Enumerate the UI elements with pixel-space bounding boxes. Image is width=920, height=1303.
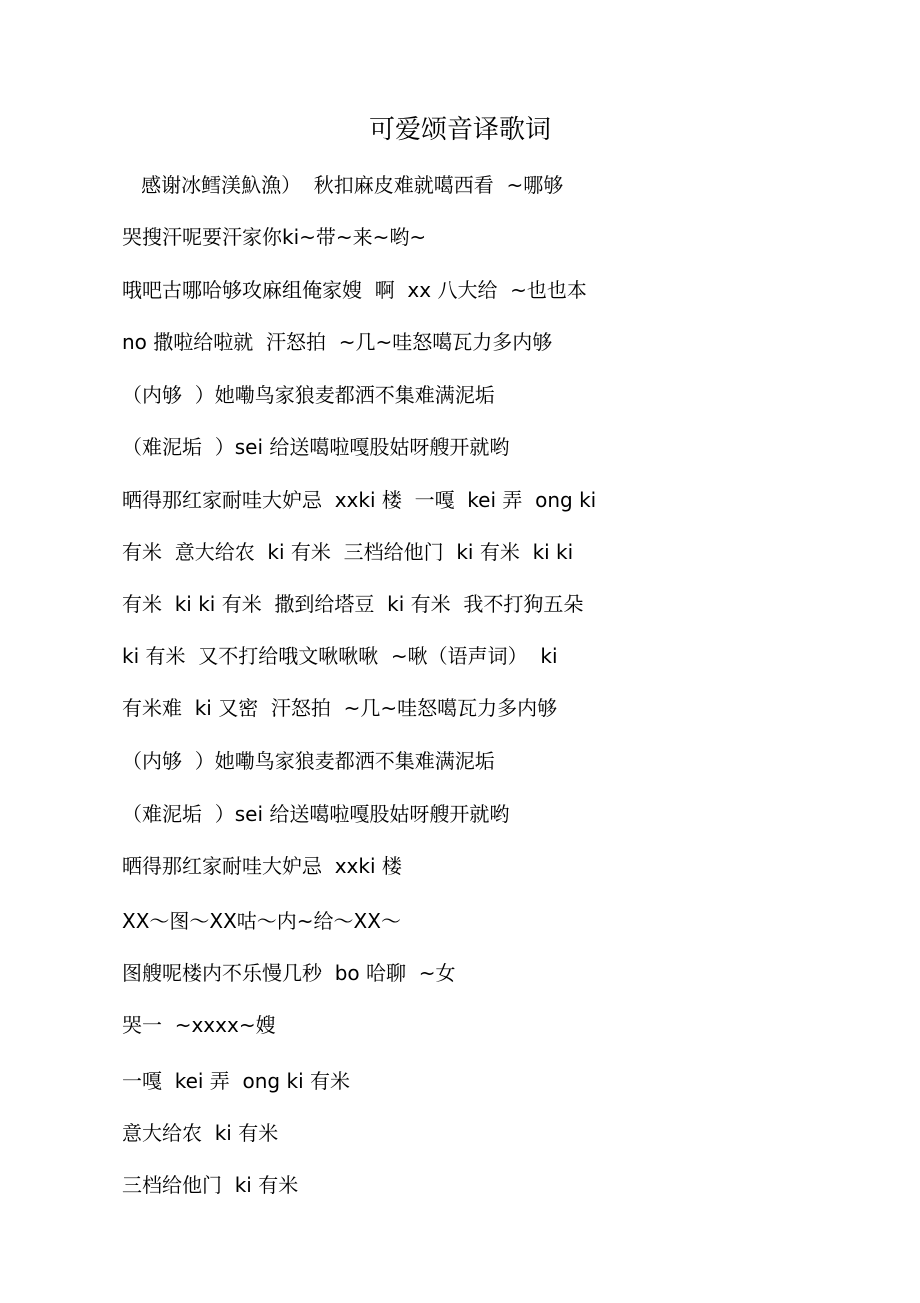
lyric-line: 有米 意大给农 ki 有米 三档给他门 ki 有米 ki ki: [122, 540, 574, 564]
lyric-line: 哭搜汗呢要汗家你ki~带~来~哟~: [122, 225, 427, 249]
lyric-line: 有米 ki ki 有米 撒到给塔豆 ki 有米 我不打狗五朵: [122, 592, 584, 616]
document-title: 可爱颂音译歌词: [368, 115, 551, 145]
lyric-line: 有米难 ki 又密 汗怒拍 ~几~哇怒噶瓦力多内够: [122, 696, 558, 720]
lyric-line: （难泥垢 ）sei 给送噶啦嘎股姑呀艘开就哟: [122, 435, 510, 459]
lyric-line: （内够 ）她嘞鸟家狼麦都洒不集难满泥垢: [122, 383, 495, 407]
lyric-line: XX～图～XX咕～内~给～XX～: [122, 909, 401, 933]
lyric-line: 哦吧古哪哈够攻麻组俺家嫂 啊 xx 八大给 ~也也本: [122, 278, 587, 302]
lyric-line: ki 有米 又不打给哦文啾啾啾 ~啾（语声词） ki: [122, 644, 558, 668]
lyric-line: 一嘎 kei 弄 ong ki 有米: [122, 1069, 350, 1093]
lyric-line: 三档给他门 ki 有米: [122, 1173, 299, 1197]
lyric-line: no 撒啦给啦就 汗怒拍 ~几~哇怒噶瓦力多内够: [122, 330, 553, 354]
lyric-line: （内够 ）她嘞鸟家狼麦都洒不集难满泥垢: [122, 749, 495, 773]
lyric-line: 哭一 ~xxxx~嫂: [122, 1013, 276, 1037]
lyric-line: 晒得那红家耐哇大妒忌 xxki 楼 一嘎 kei 弄 ong ki: [122, 488, 597, 512]
lyric-line: 晒得那红家耐哇大妒忌 xxki 楼: [122, 854, 402, 878]
lyric-line: 意大给农 ki 有米: [122, 1121, 279, 1145]
lyric-line: 图艘呢楼内不乐慢几秒 bo 哈聊 ~女: [122, 961, 456, 985]
lyric-line: （难泥垢 ）sei 给送噶啦嘎股姑呀艘开就哟: [122, 802, 510, 826]
lyric-line: 感谢冰鳕渼魞漁） 秋扣麻皮难就噶西看 ~哪够: [122, 173, 564, 197]
